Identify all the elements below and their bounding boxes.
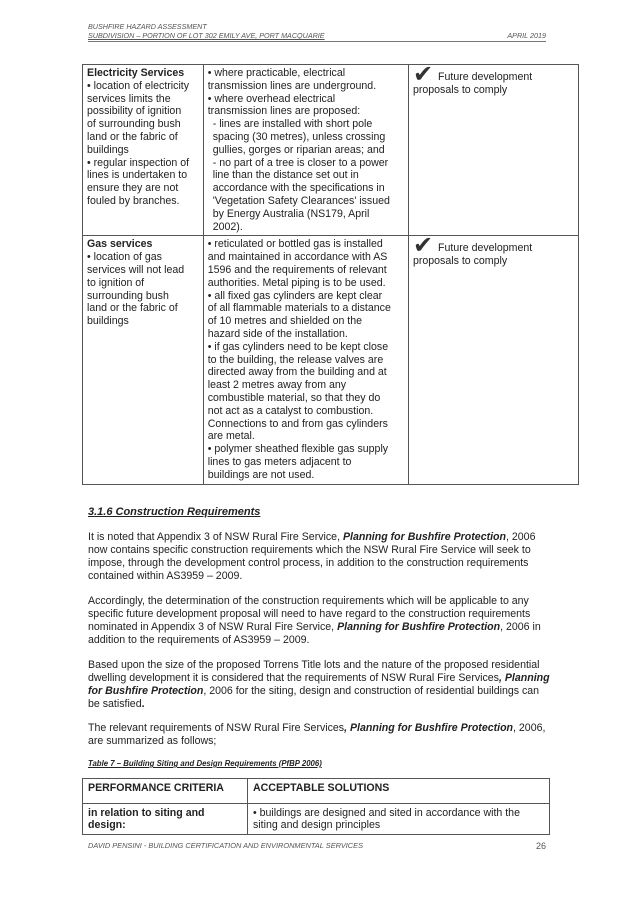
criteria-line: buildings [87,315,129,328]
criteria-line: • location of gas [87,251,162,264]
section-heading: 3.1.6 Construction Requirements [88,506,261,518]
column-header: ACCEPTABLE SOLUTIONS [248,779,550,804]
table-row [83,236,579,484]
criteria-line: surrounding bush [87,289,169,302]
solution-line: spacing (30 metres), unless crossing [212,130,386,143]
table-row [83,65,579,236]
criteria-line: land or the fabric of [87,302,178,315]
solution-line: of all flammable materials to a distance [207,302,391,315]
checkmark-icon: ✔ [412,232,434,260]
text-run: . [141,697,145,710]
criteria-line: ensure they are not [87,182,179,195]
solution-line: transmission lines are underground. [207,79,377,92]
text-run: Based upon the size of the proposed Torrens Title lots and the nature of the proposed residential dwelling development it is considered that the requirements of NSW Rural Fire Services [88,659,540,684]
checkmark-icon: ✔ [412,61,434,88]
table-cell: in relation to siting and design: [83,804,248,835]
services-table [82,61,579,485]
solution-line: • reticulated or bottled gas is installed [207,238,383,251]
solution-line: are metal. [207,430,255,443]
table-caption: Table 7 – Building Siting and Design Requirements (PfBP 2006) [88,759,322,768]
paragraph [88,659,550,711]
text-run-emphasis: , Planning for Bushfire Protection [88,671,550,697]
table-header-row [83,779,550,804]
solution-line: • where practicable, electrical [207,67,346,79]
paragraph [88,595,550,647]
page-footer [88,841,546,851]
solution-line: combustible material, so that they do [207,391,381,404]
page-number: 26 [535,841,546,851]
paragraph [88,722,550,748]
criteria-line: of surrounding bush [87,118,181,131]
solution-line: of 10 metres and shielded on the [207,315,363,328]
column-header: PERFORMANCE CRITERIA [83,779,248,804]
solution-line: - no part of a tree is closer to a power [212,156,389,169]
solution-line: lines to gas meters adjacent to [207,455,352,468]
table-row [83,804,550,835]
solution-line: to the building, the release valves are [207,353,384,366]
solution-line: 2002). [212,220,243,233]
text-run: , 2006, are summarized as follows; [88,722,546,747]
criteria-cell [83,65,204,236]
text-run: , 2006 for the siting, design and construction of residential buildings can be satisfied [88,684,540,710]
solution-line: Connections to and from gas cylinders [207,417,388,430]
text-run: , 2006 now contains specific construction requirements which the NSW Rural Fire Service will seek to impose, through the development control process, in addition to the construction requirements contained within AS3959 – 2009. [88,531,536,582]
compliance-text: Future development [438,242,533,255]
row-title: Electricity Services [87,67,185,79]
solution-line: • where overhead electrical [207,92,336,105]
criteria-line: lines is undertaken to [87,169,188,182]
solutions-cell [203,236,408,484]
table-cell: • buildings are designed and sited in accordance with the siting and design principles [248,804,550,835]
solution-line: hazard side of the installation. [207,327,348,340]
compliance-cell [408,61,578,236]
siting-design-table [82,778,550,835]
compliance-cell [408,232,578,484]
text-run: , 2006 in addition to the requirements of AS3959 – 2009. [88,620,541,646]
solution-line: transmission lines are proposed: [207,105,361,118]
footer-text: DAVID PENSINI - BUILDING CERTIFICATION AND ENVIRONMENTAL SERVICES [88,841,364,850]
solution-line: by Energy Australia (NS179, April [212,207,370,220]
criteria-cell [83,236,204,484]
text-run: Accordingly, the determination of the construction requirements which will be applicable to any specific future development proposal will need to have regard to the construction requirements nominated in Appendix 3 of NSW Rural Fire Service, [88,595,531,633]
solution-line: least 2 metres away from any [207,379,347,392]
paragraph [88,531,550,583]
text-run-emphasis: Planning for Bushfire Protection [337,620,501,633]
solution-line: 'Vegetation Safety Clearances' issued [212,194,390,207]
solution-line: line than the distance set out in [212,169,359,182]
criteria-line: possibility of ignition [87,105,182,118]
text-run-emphasis: Planning for Bushfire Protection [342,531,507,543]
criteria-line: to ignition of [87,276,145,289]
row-title: Gas services [87,238,153,251]
solution-line: • polymer sheathed flexible gas supply [207,443,389,456]
text-run: It is noted that Appendix 3 of NSW Rural Fire Service, [88,531,343,543]
solution-line: • if gas cylinders need to be kept close [207,340,389,353]
compliance-text: Future development [438,71,533,83]
solution-line: and maintained in accordance with AS [207,251,388,264]
criteria-line: services limits the [87,92,171,105]
solution-line: 1596 and the requirements of relevant [207,263,387,276]
solution-line: not act as a catalyst to combustion. [207,404,374,417]
criteria-line: services will not lead [87,263,185,276]
compliance-text: proposals to comply [412,255,508,268]
solution-line: directed away from the building and at [207,366,387,379]
solutions-cell [203,65,408,236]
header-subtitle: SUBDIVISION – PORTION OF LOT 302 EMILY AVE, PORT MACQUARIE [88,31,325,40]
solution-line: • all fixed gas cylinders are kept clear [207,289,383,302]
criteria-line: • location of electricity [87,79,190,92]
criteria-line: land or the fabric of [87,130,178,143]
criteria-line: buildings [87,143,129,156]
solution-line: authorities. Metal piping is to be used. [207,276,386,289]
solution-line: - lines are installed with short pole [212,118,373,131]
text-run: The relevant requirements of NSW Rural Fire Services [88,722,345,734]
criteria-line: fouled by branches. [87,194,180,207]
criteria-line: • regular inspection of [87,156,190,169]
solution-line: accordance with the specifications in [212,182,385,195]
page-header [88,22,546,42]
solution-line: gullies, gorges or riparian areas; and [212,143,385,156]
text-run-emphasis: , Planning for Bushfire Protection [344,722,514,734]
header-title: BUSHFIRE HAZARD ASSESSMENT [88,22,207,31]
compliance-text: proposals to comply [412,83,508,96]
solution-line: buildings are not used. [207,468,315,481]
header-date: APRIL 2019 [507,31,546,40]
